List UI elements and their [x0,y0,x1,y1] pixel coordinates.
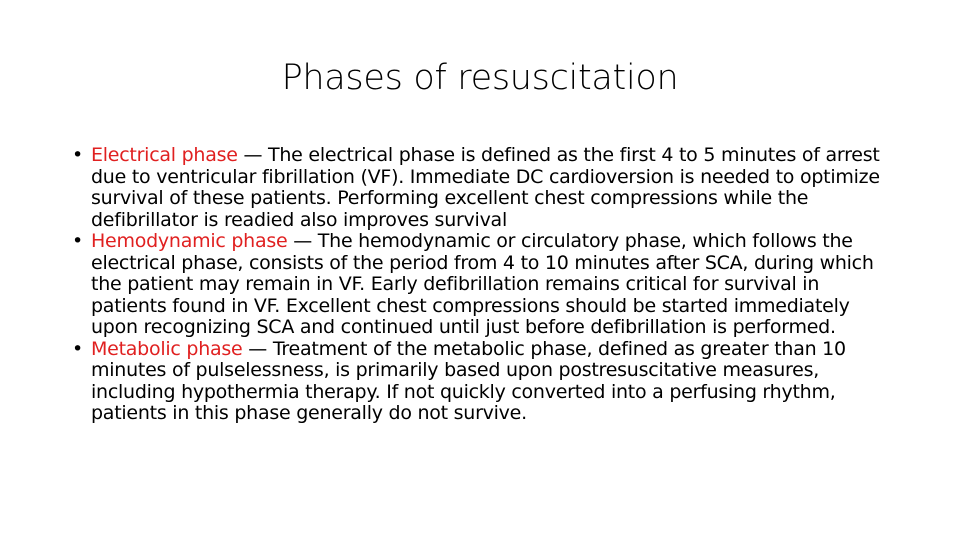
bullet-icon: • [72,144,83,166]
bullet-icon: • [72,337,83,360]
bullet-icon: • [72,230,83,252]
bullet-term: Electrical phase [91,144,238,166]
bullet-text: — The electrical phase is defined as the first 4 to 5 minutes of arrest due to ventricular fibrillation (VF). Immediate DC cardioversion is needed to optimize survival of these patients. Performing excellent chest compressions while the defibrillator is readied also improves survival [91,144,880,231]
bullet-list [70,145,900,425]
bullet-term: Hemodynamic phase [91,230,288,252]
bullet-item-metabolic-phase [70,339,900,425]
bullet-item-hemodynamic-phase [70,231,900,339]
bullet-text: — Treatment of the metabolic phase, defined as greater than 10 minutes of pulselessness, is primarily based upon postresuscitative measures, including hypothermia therapy. If not quickly converted into a perfusing rhythm, patients in this phase generally do not survive. [91,337,846,424]
slide-title: Phases of resuscitation [281,58,679,98]
bullet-item-electrical-phase [70,145,900,231]
bullet-term: Metabolic phase [91,337,243,360]
bullet-text: — The hemodynamic or circulatory phase, which follows the electrical phase, consists of the period from 4 to 10 minutes after SCA, during which the patient may remain in VF. Early defibrillation remains critical for survival in patients found in VF. Excellent chest compressions should be started immediately upon recognizing SCA and continued until just before defibrillation is performed. [91,230,874,338]
